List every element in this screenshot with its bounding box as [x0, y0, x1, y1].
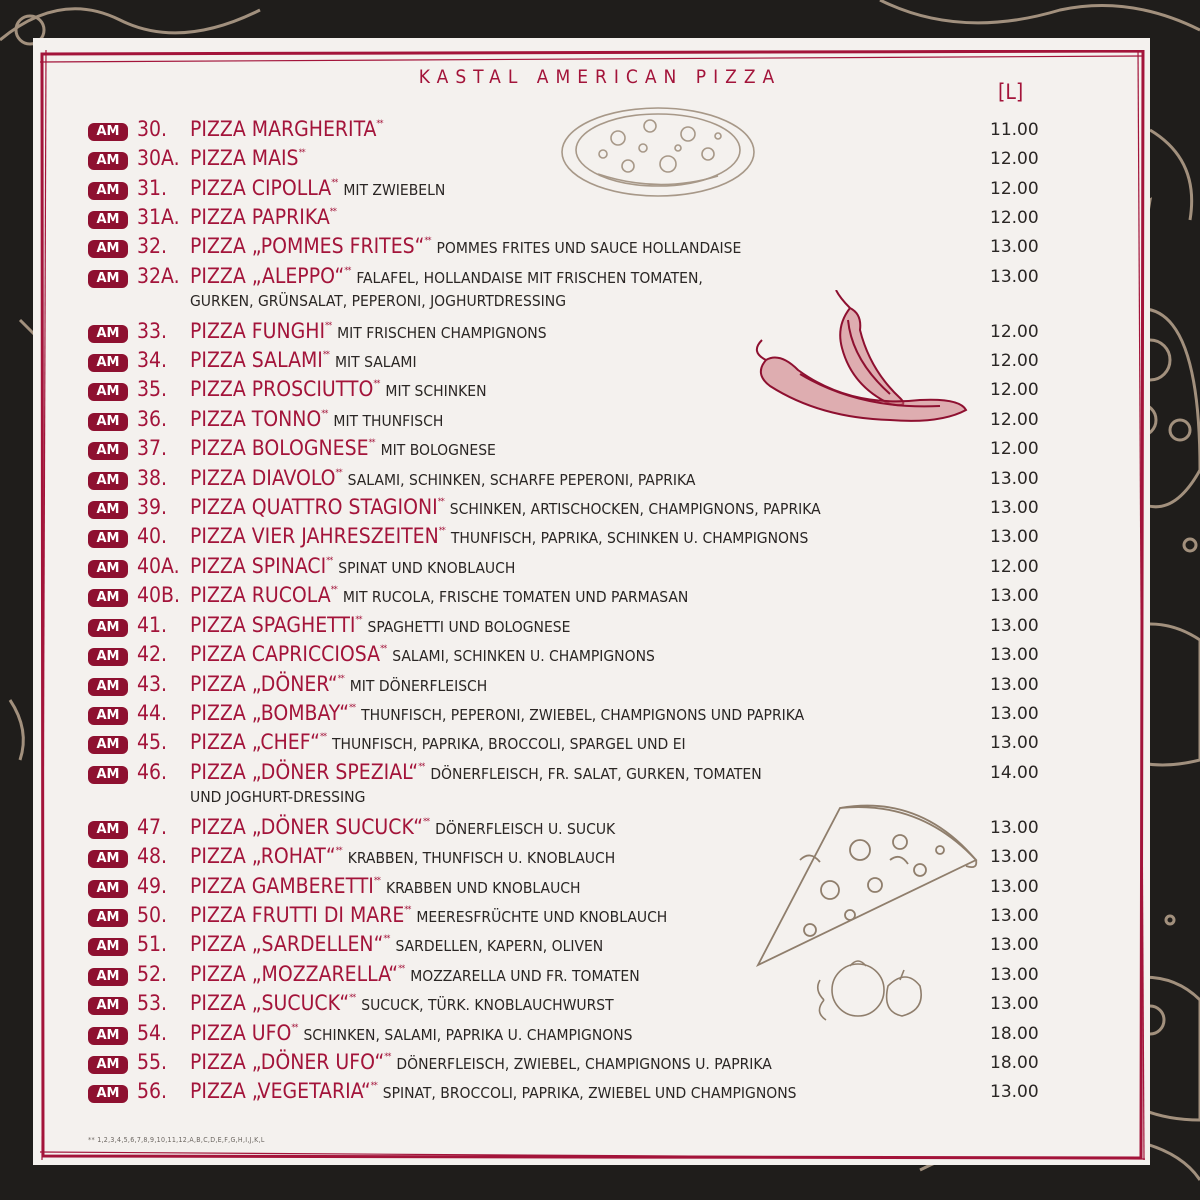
menu-item-row — [0, 642, 1200, 672]
item-name: PIZZA „ALEPPO“ — [190, 264, 345, 288]
item-description: THUNFISCH, PEPERONI, ZWIEBEL, CHAMPIGNONS UND PAPRIKA — [361, 706, 805, 724]
item-description: SPINAT, BROCCOLI, PAPRIKA, ZWIEBEL UND CHAMPIGNONS — [382, 1084, 797, 1102]
item-name: PIZZA PROSCIUTTO — [190, 377, 374, 401]
item-description: SPAGHETTI UND BOLOGNESE — [367, 618, 571, 636]
item-number: 40. — [137, 524, 168, 548]
size-badge: AM — [88, 821, 128, 839]
item-description: SPINAT UND KNOBLAUCH — [338, 559, 516, 577]
menu-item-row — [0, 205, 1200, 235]
item-name: PIZZA „DÖNER SUCUCK“ — [190, 815, 423, 839]
item-number: 30A. — [137, 146, 180, 170]
item-name: PIZZA QUATTRO STAGIONI — [190, 495, 438, 519]
item-price: 12.00 — [990, 322, 1039, 342]
allergen-mark: ** — [404, 905, 411, 915]
item-price: 13.00 — [990, 1082, 1039, 1102]
item-description: SALAMI, SCHINKEN, SCHARFE PEPERONI, PAPRIKA — [347, 471, 696, 489]
item-number: 45. — [137, 730, 168, 754]
item-number: 55. — [137, 1050, 168, 1074]
item-price: 13.00 — [990, 267, 1039, 287]
item-number: 40A. — [137, 554, 180, 578]
size-badge: AM — [88, 413, 128, 431]
size-badge: AM — [88, 648, 128, 666]
item-description: SARDELLEN, KAPERN, OLIVEN — [395, 937, 604, 955]
item-name-line — [190, 524, 808, 548]
item-number: 39. — [137, 495, 168, 519]
allergen-mark: ** — [321, 409, 328, 419]
size-badge: AM — [88, 850, 128, 868]
item-description: MIT FRISCHEN CHAMPIGNONS — [337, 324, 547, 342]
item-price: 13.00 — [990, 847, 1039, 867]
item-number: 30. — [137, 117, 168, 141]
item-description: THUNFISCH, PAPRIKA, SCHINKEN U. CHAMPIGNONS — [450, 529, 809, 547]
allergen-footnote: ** 1,2,3,4,5,6,7,8,9,10,11,12,A,B,C,D,E,F,G,H,I,J,K,L — [88, 1136, 265, 1144]
item-name-line — [190, 874, 581, 898]
item-number: 51. — [137, 932, 168, 956]
allergen-mark: ** — [326, 556, 333, 566]
item-price: 12.00 — [990, 439, 1039, 459]
size-badge: AM — [88, 442, 128, 460]
item-name: PIZZA TONNO — [190, 407, 322, 431]
item-name: PIZZA MAIS — [190, 146, 299, 170]
menu-item-row — [0, 844, 1200, 874]
menu-item-row — [0, 554, 1200, 584]
allergen-mark: ** — [373, 379, 380, 389]
item-name-line — [190, 377, 487, 401]
item-number: 49. — [137, 874, 168, 898]
allergen-mark: ** — [437, 497, 444, 507]
menu-item-row — [0, 672, 1200, 702]
item-description: DÖNERFLEISCH, ZWIEBEL, CHAMPIGNONS U. PAPRIKA — [396, 1055, 772, 1073]
menu-item-row — [0, 874, 1200, 904]
item-description: DÖNERFLEISCH, FR. SALAT, GURKEN, TOMATEN — [430, 765, 762, 783]
item-name-line — [190, 730, 686, 754]
size-badge: AM — [88, 211, 128, 229]
allergen-mark: ** — [355, 615, 362, 625]
size-badge: AM — [88, 383, 128, 401]
item-name-line — [190, 1079, 797, 1103]
size-badge: AM — [88, 997, 128, 1015]
item-price: 13.00 — [990, 906, 1039, 926]
item-description: MOZZARELLA UND FR. TOMATEN — [410, 967, 640, 985]
allergen-mark: ** — [329, 207, 336, 217]
item-name: PIZZA GAMBERETTI — [190, 874, 374, 898]
item-name-line — [190, 348, 417, 372]
size-badge: AM — [88, 182, 128, 200]
item-name: PIZZA „MOZZARELLA“ — [190, 962, 399, 986]
item-number: 56. — [137, 1079, 168, 1103]
size-badge: AM — [88, 736, 128, 754]
item-description: SCHINKEN, SALAMI, PAPRIKA U. CHAMPIGNONS — [303, 1026, 633, 1044]
allergen-mark: ** — [335, 468, 342, 478]
menu-item-row — [0, 117, 1200, 147]
size-badge: AM — [88, 1085, 128, 1103]
allergen-mark: ** — [330, 585, 337, 595]
menu-item-row — [0, 466, 1200, 496]
item-name: PIZZA SPAGHETTI — [190, 613, 356, 637]
item-price: 13.00 — [990, 994, 1039, 1014]
item-price: 14.00 — [990, 763, 1039, 783]
menu-item-row — [0, 701, 1200, 731]
allergen-mark: ** — [291, 1023, 298, 1033]
menu-heading: KASTAL AMERICAN PIZZA — [418, 66, 782, 88]
item-name-line — [190, 176, 445, 200]
item-name-line — [190, 436, 496, 460]
item-name-line — [190, 962, 640, 986]
item-number: 52. — [137, 962, 168, 986]
menu-item-row — [0, 377, 1200, 407]
item-number: 34. — [137, 348, 168, 372]
item-name: PIZZA CIPOLLA — [190, 176, 332, 200]
item-price: 13.00 — [990, 498, 1039, 518]
item-number: 54. — [137, 1021, 168, 1045]
size-badge: AM — [88, 619, 128, 637]
item-price: 13.00 — [990, 935, 1039, 955]
item-name: PIZZA „DÖNER UFO“ — [190, 1050, 385, 1074]
menu-item-row — [0, 903, 1200, 933]
item-name: PIZZA CAPRICCIOSA — [190, 642, 381, 666]
item-description: KRABBEN UND KNOBLAUCH — [385, 879, 581, 897]
item-name: PIZZA „DÖNER SPEZIAL“ — [190, 760, 419, 784]
item-number: 46. — [137, 760, 168, 784]
allergen-mark: ** — [383, 934, 390, 944]
item-price: 13.00 — [990, 704, 1039, 724]
menu-item-row — [0, 1079, 1200, 1109]
size-badge: AM — [88, 766, 128, 784]
item-number: 40B. — [137, 583, 180, 607]
item-price: 12.00 — [990, 179, 1039, 199]
menu-item-row — [0, 319, 1200, 349]
item-description: DÖNERFLEISCH U. SUCUK — [435, 820, 616, 838]
size-badge: AM — [88, 678, 128, 696]
item-name-line — [190, 583, 688, 607]
item-name: PIZZA „SUCUCK“ — [190, 991, 350, 1015]
item-name: PIZZA „VEGETARIA“ — [190, 1079, 371, 1103]
item-price: 13.00 — [990, 965, 1039, 985]
item-price: 12.00 — [990, 410, 1039, 430]
allergen-mark: ** — [349, 993, 356, 1003]
menu-item-row — [0, 234, 1200, 264]
item-price: 13.00 — [990, 469, 1039, 489]
item-description: MIT ZWIEBELN — [343, 181, 446, 199]
size-badge: AM — [88, 530, 128, 548]
menu-item-row — [0, 815, 1200, 845]
allergen-mark: ** — [438, 526, 445, 536]
menu-item-row — [0, 613, 1200, 643]
item-name: PIZZA „POMMES FRITES“ — [190, 234, 425, 258]
item-name: PIZZA BOLOGNESE — [190, 436, 369, 460]
item-name: PIZZA „BOMBAY“ — [190, 701, 349, 725]
menu-item-row — [0, 583, 1200, 613]
item-price: 12.00 — [990, 208, 1039, 228]
allergen-mark: ** — [331, 178, 338, 188]
allergen-mark: ** — [319, 732, 327, 742]
item-description: KRABBEN, THUNFISCH U. KNOBLAUCH — [347, 849, 616, 867]
size-badge: AM — [88, 589, 128, 607]
item-number: 53. — [137, 991, 168, 1015]
menu-item-row — [0, 495, 1200, 525]
item-name-line — [190, 701, 804, 725]
menu-item-row — [0, 991, 1200, 1021]
item-price: 13.00 — [990, 616, 1039, 636]
item-name: PIZZA „DÖNER“ — [190, 672, 338, 696]
allergen-mark: ** — [298, 148, 305, 158]
size-column-label: [L] — [998, 80, 1024, 104]
item-name-line — [190, 760, 762, 784]
item-name-line — [190, 672, 487, 696]
item-number: 32A. — [137, 264, 180, 288]
menu-item-row — [0, 1021, 1200, 1051]
menu-item-row — [0, 962, 1200, 992]
item-price: 18.00 — [990, 1024, 1039, 1044]
item-number: 31. — [137, 176, 168, 200]
item-price: 13.00 — [990, 877, 1039, 897]
item-description: FALAFEL, HOLLANDAISE MIT FRISCHEN TOMATEN, — [356, 269, 703, 287]
item-name-line — [190, 1021, 633, 1045]
item-name-line — [190, 146, 311, 170]
item-name-line — [190, 903, 667, 927]
allergen-mark: ** — [370, 1081, 377, 1091]
size-badge: AM — [88, 938, 128, 956]
item-number: 36. — [137, 407, 168, 431]
size-badge: AM — [88, 501, 128, 519]
allergen-mark: ** — [348, 703, 356, 713]
menu-item-row — [0, 932, 1200, 962]
allergen-mark: ** — [373, 876, 380, 886]
size-badge: AM — [88, 472, 128, 490]
menu-item-row — [0, 436, 1200, 466]
allergen-mark: ** — [337, 674, 344, 684]
item-price: 13.00 — [990, 586, 1039, 606]
size-badge: AM — [88, 560, 128, 578]
item-name-line — [190, 234, 741, 258]
size-badge: AM — [88, 240, 128, 258]
item-price: 13.00 — [990, 675, 1039, 695]
item-number: 37. — [137, 436, 168, 460]
item-name-line — [190, 407, 443, 431]
item-name: PIZZA VIER JAHRESZEITEN — [190, 524, 439, 548]
menu-item-row — [0, 760, 1200, 806]
allergen-mark: ** — [380, 644, 387, 654]
item-number: 33. — [137, 319, 168, 343]
item-name-line — [190, 815, 615, 839]
item-price: 12.00 — [990, 351, 1039, 371]
item-name-line — [190, 642, 655, 666]
item-name-line — [190, 613, 570, 637]
size-badge: AM — [88, 123, 128, 141]
item-name-line — [190, 319, 547, 343]
item-description-continued: UND JOGHURT-DRESSING — [190, 788, 366, 806]
item-name: PIZZA „CHEF“ — [190, 730, 320, 754]
item-price: 12.00 — [990, 149, 1039, 169]
size-badge: AM — [88, 968, 128, 986]
item-name: PIZZA SPINACI — [190, 554, 327, 578]
allergen-mark: ** — [376, 119, 383, 129]
item-price: 13.00 — [990, 818, 1039, 838]
size-badge: AM — [88, 325, 128, 343]
item-description: MIT BOLOGNESE — [380, 441, 496, 459]
item-number: 42. — [137, 642, 168, 666]
item-name-line — [190, 466, 695, 490]
item-description: MIT SCHINKEN — [385, 382, 487, 400]
allergen-mark: ** — [424, 236, 431, 246]
item-name-line — [190, 205, 342, 229]
item-description: SUCUCK, TÜRK. KNOBLAUCHWURST — [361, 996, 614, 1014]
item-price: 13.00 — [990, 645, 1039, 665]
item-name-line — [190, 554, 515, 578]
item-name-line — [190, 991, 614, 1015]
allergen-mark: ** — [398, 964, 405, 974]
item-number: 50. — [137, 903, 168, 927]
item-name: PIZZA „SARDELLEN“ — [190, 932, 384, 956]
allergen-mark: ** — [325, 321, 332, 331]
item-name-line — [190, 1050, 772, 1074]
item-number: 31A. — [137, 205, 180, 229]
item-name: PIZZA UFO — [190, 1021, 292, 1045]
size-badge: AM — [88, 270, 128, 288]
item-number: 48. — [137, 844, 168, 868]
item-description: POMMES FRITES UND SAUCE HOLLANDAISE — [436, 239, 742, 257]
menu-item-row — [0, 407, 1200, 437]
size-badge: AM — [88, 909, 128, 927]
item-price: 13.00 — [990, 527, 1039, 547]
item-price: 18.00 — [990, 1053, 1039, 1073]
item-name: PIZZA FRUTTI DI MARE — [190, 903, 405, 927]
size-badge: AM — [88, 880, 128, 898]
item-number: 47. — [137, 815, 168, 839]
menu-item-row — [0, 524, 1200, 554]
item-description: THUNFISCH, PAPRIKA, BROCCOLI, SPARGEL UND EI — [332, 735, 686, 753]
menu-item-row — [0, 146, 1200, 176]
item-name: PIZZA DIAVOLO — [190, 466, 336, 490]
item-price: 12.00 — [990, 380, 1039, 400]
size-badge: AM — [88, 707, 128, 725]
allergen-mark: ** — [368, 438, 375, 448]
item-name-line — [190, 495, 821, 519]
menu-item-row — [0, 348, 1200, 378]
item-name-line — [190, 932, 603, 956]
item-name-line — [190, 264, 703, 288]
allergen-mark: ** — [335, 846, 342, 856]
menu-item-row — [0, 264, 1200, 310]
item-name: PIZZA MARGHERITA — [190, 117, 377, 141]
size-badge: AM — [88, 1027, 128, 1045]
size-badge: AM — [88, 1056, 128, 1074]
item-description: MIT DÖNERFLEISCH — [349, 677, 488, 695]
item-number: 35. — [137, 377, 168, 401]
item-description: MIT RUCOLA, FRISCHE TOMATEN UND PARMASAN — [342, 588, 689, 606]
allergen-mark: ** — [422, 817, 430, 827]
item-name-line — [190, 117, 389, 141]
item-number: 44. — [137, 701, 168, 725]
item-name: PIZZA FUNGHI — [190, 319, 326, 343]
item-description: MEERESFRÜCHTE UND KNOBLAUCH — [416, 908, 668, 926]
allergen-mark: ** — [322, 350, 329, 360]
item-price: 13.00 — [990, 733, 1039, 753]
item-name: PIZZA PAPRIKA — [190, 205, 330, 229]
size-badge: AM — [88, 354, 128, 372]
menu-item-row — [0, 176, 1200, 206]
item-description: SALAMI, SCHINKEN U. CHAMPIGNONS — [392, 647, 655, 665]
item-name-line — [190, 844, 615, 868]
item-price: 12.00 — [990, 557, 1039, 577]
item-name: PIZZA RUCOLA — [190, 583, 331, 607]
item-name: PIZZA „ROHAT“ — [190, 844, 336, 868]
item-number: 41. — [137, 613, 168, 637]
item-description: MIT THUNFISCH — [333, 412, 444, 430]
item-description-continued: GURKEN, GRÜNSALAT, PEPERONI, JOGHURTDRESSING — [190, 292, 567, 310]
allergen-mark: ** — [344, 266, 351, 276]
allergen-mark: ** — [384, 1052, 391, 1062]
menu-item-row — [0, 1050, 1200, 1080]
item-number: 38. — [137, 466, 168, 490]
item-number: 32. — [137, 234, 168, 258]
item-number: 43. — [137, 672, 168, 696]
menu-item-row — [0, 730, 1200, 760]
item-name: PIZZA SALAMI — [190, 348, 323, 372]
item-description: MIT SALAMI — [334, 353, 417, 371]
allergen-mark: ** — [418, 762, 425, 772]
size-badge: AM — [88, 152, 128, 170]
item-description: SCHINKEN, ARTISCHOCKEN, CHAMPIGNONS, PAPRIKA — [449, 500, 821, 518]
item-price: 11.00 — [990, 120, 1039, 140]
item-price: 13.00 — [990, 237, 1039, 257]
